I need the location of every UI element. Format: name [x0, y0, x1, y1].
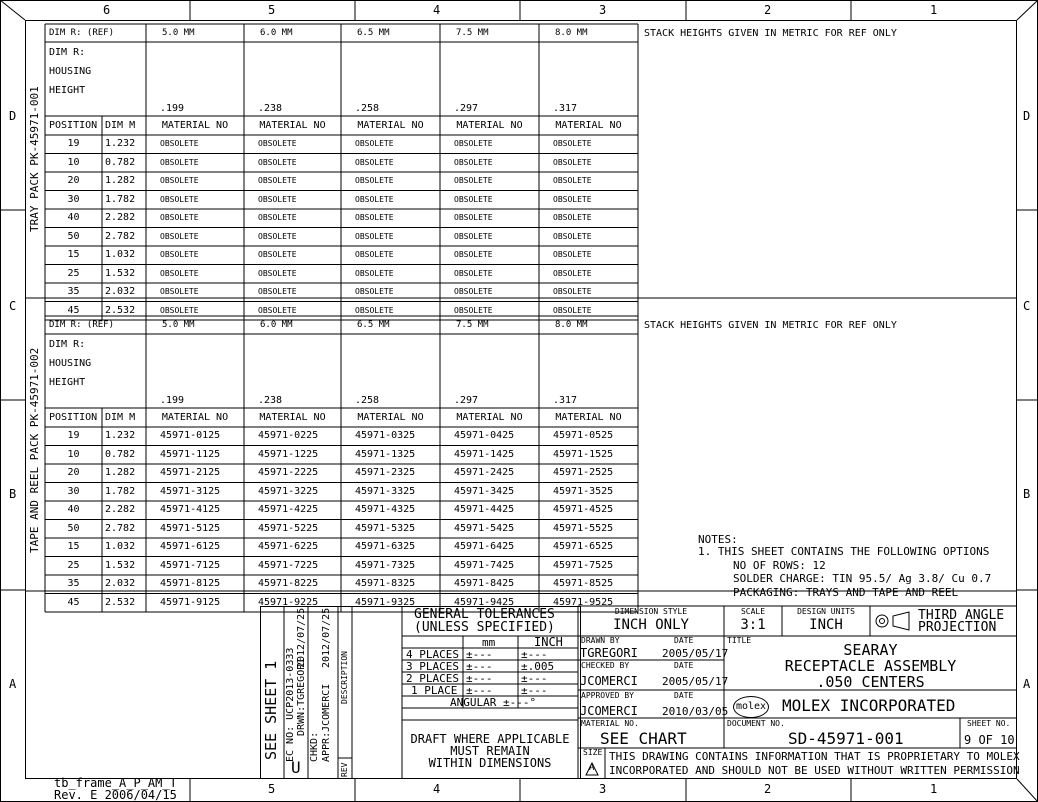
height-value: .317 [553, 395, 578, 406]
height-value: .258 [355, 103, 380, 114]
material-no-header: MATERIAL NO [259, 412, 326, 423]
material-cell: OBSOLETE [258, 213, 297, 222]
material-cell: OBSOLETE [160, 305, 199, 315]
title-line: .050 CENTERS [816, 673, 925, 691]
position-cell: 35 [67, 286, 80, 297]
zone-row-right: D [1023, 109, 1031, 123]
zone-row-left: C [9, 299, 17, 313]
material-cell: OBSOLETE [355, 231, 394, 241]
material-cell: 45971-3425 [454, 485, 515, 497]
stack-heights-note: STACK HEIGHTS GIVEN IN METRIC FOR REF ONLY [644, 320, 897, 331]
zone-col-top: 2 [764, 3, 772, 17]
material-cell: OBSOLETE [454, 157, 493, 167]
dim-m-cell: 1.782 [105, 193, 136, 205]
zone-row-left: D [9, 109, 17, 123]
material-cell: OBSOLETE [160, 250, 199, 259]
material-cell: 45971-8125 [160, 578, 221, 589]
position-cell: 45 [67, 304, 80, 316]
material-cell: 45971-2425 [454, 467, 515, 478]
material-cell: 45971-3225 [258, 485, 319, 497]
material-cell: OBSOLETE [258, 268, 297, 278]
dim-m-cell: 2.282 [105, 212, 136, 223]
material-cell: OBSOLETE [258, 176, 297, 185]
material-cell: OBSOLETE [454, 305, 493, 315]
approved-date-rev: 2012/07/25 [321, 607, 332, 668]
material-cell: 45971-3325 [355, 485, 416, 497]
material-cell: 45971-2225 [258, 467, 319, 478]
material-cell: OBSOLETE [454, 213, 493, 222]
dim-m-header: DIM M [105, 120, 136, 131]
material-cell: OBSOLETE [454, 231, 493, 241]
material-cell: 45971-3125 [160, 485, 221, 497]
drawn-by-label: DRAWN BY [581, 636, 620, 645]
frame-name: tb_frame_A_P_AM_T [54, 776, 177, 790]
approved-by-label: APPROVED BY [581, 691, 634, 700]
scale: 3:1 [740, 617, 766, 633]
dim-m-cell: 2.532 [105, 596, 136, 608]
material-cell: 45971-4225 [258, 504, 319, 515]
size-header: 6.5 MM [357, 320, 390, 330]
material-cell: OBSOLETE [454, 250, 493, 259]
height-value: .199 [160, 103, 185, 114]
see-sheet: SEE SHEET 1 [262, 660, 280, 760]
material-cell: 45971-4525 [553, 504, 614, 515]
material-cell: 45971-1525 [553, 448, 614, 460]
zone-row-right: B [1023, 487, 1031, 501]
note-line: PACKAGING: TRAYS AND TAPE AND REEL [733, 586, 959, 599]
material-cell: 45971-2325 [355, 467, 416, 478]
material-cell: 45971-6425 [454, 541, 515, 552]
material-no-header: MATERIAL NO [161, 120, 229, 131]
drawn-date-rev: 2012/07/25 [296, 607, 307, 668]
approved-date: 2010/03/05 [662, 705, 729, 718]
size-header: 6.5 MM [357, 28, 390, 38]
note-line: NO OF ROWS: 12 [733, 559, 826, 572]
checked-by-label: CHECKED BY [581, 661, 630, 670]
material-no-header: MATERIAL NO [161, 412, 229, 423]
position-cell: 19 [67, 138, 80, 149]
notes-title: NOTES: [698, 533, 738, 546]
material-cell: 45971-1125 [160, 448, 221, 460]
material-cell: 45971-6325 [355, 541, 416, 552]
material-cell: 45971-9225 [258, 596, 319, 608]
position-cell: 40 [67, 212, 80, 223]
size-header: 7.5 MM [456, 320, 489, 330]
material-cell: 45971-3525 [553, 485, 614, 497]
height-value: .238 [258, 103, 283, 114]
dim-m-cell: 2.282 [105, 504, 136, 515]
position-cell: 45 [67, 596, 80, 608]
material-cell: 45971-9125 [160, 596, 221, 608]
dim-m-cell: 1.232 [105, 430, 136, 441]
dim-m-cell: 1.032 [105, 249, 136, 260]
design-units: INCH [809, 617, 843, 633]
rev-letter: U [291, 758, 301, 777]
position-cell: 19 [67, 430, 80, 441]
material-cell: OBSOLETE [160, 268, 199, 278]
size-header: 6.0 MM [260, 320, 293, 330]
proprietary-notice: THIS DRAWING CONTAINS INFORMATION THAT IS PROPRIETARY TO MOLEX [609, 750, 1020, 763]
material-cell: OBSOLETE [553, 157, 592, 167]
height-value: .238 [258, 395, 283, 406]
tolerance-inch: ±--- [521, 672, 548, 685]
size-header: 5.0 MM [162, 28, 195, 38]
scale-label: SCALE [740, 607, 766, 616]
approved-by: JCOMERCI [580, 704, 638, 718]
material-cell: OBSOLETE [454, 176, 493, 185]
material-cell: 45971-6125 [160, 541, 221, 552]
tolerance-label: 4 PLACES [406, 648, 459, 661]
material-cell: OBSOLETE [355, 139, 394, 148]
dim-m-cell: 1.532 [105, 559, 136, 571]
tolerance-mm: ±--- [466, 660, 493, 673]
material-no-header: MATERIAL NO [456, 412, 523, 423]
dim-m-cell: 1.782 [105, 485, 136, 497]
material-cell: OBSOLETE [553, 250, 592, 259]
material-cell: OBSOLETE [454, 194, 493, 204]
design-units-label: DESIGN UNITS [797, 607, 855, 616]
material-cell: OBSOLETE [258, 139, 297, 148]
zone-col-top: 5 [268, 3, 276, 17]
material-no: SEE CHART [600, 729, 687, 748]
material-no-header: MATERIAL NO [555, 120, 622, 131]
material-cell: OBSOLETE [553, 213, 592, 222]
material-cell: OBSOLETE [258, 157, 297, 167]
material-cell: 45971-7425 [454, 559, 515, 571]
material-cell: OBSOLETE [160, 213, 199, 222]
position-cell: 35 [67, 578, 80, 589]
position-cell: 40 [67, 504, 80, 515]
draft-note: DRAFT WHERE APPLICABLE [410, 732, 570, 746]
position-cell: 50 [67, 522, 80, 534]
company-name: MOLEX INCORPORATED [782, 696, 956, 715]
material-cell: OBSOLETE [355, 287, 394, 296]
dim-m-cell: 1.282 [105, 175, 136, 186]
material-cell: OBSOLETE [553, 287, 592, 296]
material-cell: OBSOLETE [355, 268, 394, 278]
size-header: 6.0 MM [260, 28, 293, 38]
zone-col-top: 6 [103, 3, 111, 17]
material-cell: OBSOLETE [258, 194, 297, 204]
material-cell: OBSOLETE [160, 157, 199, 167]
rev-label: REV [340, 762, 349, 777]
tolerance-inch: ±--- [521, 648, 548, 661]
dim-m-header: DIM M [105, 412, 136, 423]
material-cell: 45971-8525 [553, 578, 614, 589]
dim-r-ref-header: DIM R: (REF) [49, 320, 115, 330]
position-cell: 10 [67, 156, 80, 168]
material-cell: OBSOLETE [355, 305, 394, 315]
tolerance-label: 2 PLACES [406, 672, 459, 685]
projection-line2: PROJECTION [918, 620, 997, 635]
dim-m-cell: 0.782 [105, 156, 136, 168]
position-cell: 15 [67, 249, 80, 260]
date-label: DATE [674, 636, 694, 645]
zone-col-bottom: 3 [599, 782, 607, 796]
dim-m-cell: 1.532 [105, 267, 136, 279]
dim-r-label: DIM R: [49, 339, 86, 350]
tolerance-inch: ±--- [521, 684, 548, 697]
material-cell: 45971-4125 [160, 504, 221, 515]
material-cell: OBSOLETE [258, 287, 297, 296]
material-cell: OBSOLETE [258, 231, 297, 241]
dimension-style-label: DIMENSION STYLE [614, 607, 688, 616]
material-cell: 45971-2525 [553, 467, 614, 478]
material-cell: 45971-9325 [355, 596, 416, 608]
tolerance-label: 1 PLACE [411, 684, 458, 697]
angular-tolerance: ANGULAR ±---° [450, 696, 537, 709]
material-cell: 45971-0325 [355, 430, 416, 441]
checked-by: JCOMERCI [580, 674, 638, 688]
material-cell: 45971-7225 [258, 559, 319, 571]
material-cell: 45971-9525 [553, 596, 614, 608]
height-value: .317 [553, 103, 578, 114]
dim-m-cell: 2.032 [105, 286, 136, 297]
document-no-label: DOCUMENT NO. [727, 719, 785, 728]
stack-heights-note: STACK HEIGHTS GIVEN IN METRIC FOR REF ONLY [644, 28, 897, 39]
proprietary-notice: INCORPORATED AND SHOULD NOT BE USED WITHOUT WRITTEN PERMISSION [609, 764, 1020, 777]
tolerance-mm: ±--- [466, 684, 493, 697]
sheet-no-label: SHEET NO. [967, 719, 1011, 728]
dim-r-ref-header: DIM R: (REF) [49, 28, 115, 38]
material-cell: 45971-1225 [258, 448, 319, 460]
tolerance-inch-header: INCH [534, 635, 563, 649]
material-no-header: MATERIAL NO [555, 412, 622, 423]
material-cell: 45971-1425 [454, 448, 515, 460]
material-cell: 45971-0225 [258, 430, 319, 441]
dim-r-label: DIM R: [49, 47, 86, 58]
dim-m-cell: 1.032 [105, 541, 136, 552]
zone-col-bottom: 4 [433, 782, 441, 796]
material-cell: OBSOLETE [160, 176, 199, 185]
approved-rev: APPR:JCOMERCI [321, 683, 332, 762]
position-header: POSITION [49, 120, 98, 131]
dim-m-cell: 2.032 [105, 578, 136, 589]
position-cell: 20 [67, 175, 80, 186]
dim-r-label: HEIGHT [49, 85, 86, 96]
size-label: SIZE [583, 748, 603, 757]
tolerance-label: 3 PLACES [406, 660, 459, 673]
material-cell: 45971-8225 [258, 578, 319, 589]
material-cell: OBSOLETE [454, 268, 493, 278]
draft-note: MUST REMAIN [450, 744, 530, 758]
ec-number: EC NO: UCP2013-0333 [285, 647, 296, 762]
dim-r-label: HEIGHT [49, 377, 86, 388]
material-cell: 45971-5225 [258, 522, 319, 534]
drawn-date: 2005/05/17 [662, 647, 729, 660]
position-header: POSITION [49, 412, 98, 423]
draft-note: WITHIN DIMENSIONS [428, 756, 552, 770]
note-line: 1. THIS SHEET CONTAINS THE FOLLOWING OPTIONS [698, 545, 990, 558]
material-cell: OBSOLETE [454, 287, 493, 296]
note-line: SOLDER CHARGE: TIN 95.5/ Ag 3.8/ Cu 0.7 [733, 572, 992, 585]
material-cell: OBSOLETE [355, 213, 394, 222]
material-cell: 45971-6225 [258, 541, 319, 552]
material-cell: OBSOLETE [258, 250, 297, 259]
material-no-header: MATERIAL NO [357, 120, 424, 131]
dim-m-cell: 2.532 [105, 304, 136, 316]
material-cell: OBSOLETE [553, 139, 592, 148]
material-cell: 45971-0125 [160, 430, 221, 441]
tolerance-subtitle: (UNLESS SPECIFIED) [414, 620, 555, 635]
material-no-label: MATERIAL NO. [581, 719, 639, 728]
material-cell: 45971-8325 [355, 578, 416, 589]
material-cell: 45971-5525 [553, 522, 614, 534]
sheet-no: 9 OF 10 [964, 733, 1015, 747]
material-cell: OBSOLETE [160, 139, 199, 148]
size-header: 7.5 MM [456, 28, 489, 38]
position-cell: 15 [67, 541, 80, 552]
zone-col-top: 1 [930, 3, 938, 17]
zone-col-top: 4 [433, 3, 441, 17]
description-label: DESCRIPTION [340, 651, 349, 704]
title-line: SEARAY [843, 641, 898, 659]
dim-r-label: HOUSING [49, 66, 92, 77]
dim-m-cell: 1.282 [105, 467, 136, 478]
tolerance-inch: ±.005 [521, 660, 555, 673]
position-cell: 10 [67, 448, 80, 460]
tape-reel-label: TAPE AND REEL PACK PK-45971-002 [28, 347, 41, 553]
material-cell: OBSOLETE [454, 139, 493, 148]
material-cell: 45971-7125 [160, 559, 221, 571]
dim-m-cell: 2.782 [105, 230, 136, 242]
zone-col-bottom: 2 [764, 782, 772, 796]
tolerance-mm: ±--- [466, 648, 493, 661]
zone-row-right: C [1023, 299, 1031, 313]
height-value: .199 [160, 395, 185, 406]
drawn-by-rev: DRWN:TGREGORI [296, 657, 307, 736]
title-line: RECEPTACLE ASSEMBLY [784, 657, 957, 675]
material-cell: 45971-5325 [355, 522, 416, 534]
material-cell: OBSOLETE [553, 194, 592, 204]
material-cell: OBSOLETE [553, 176, 592, 185]
date-label: DATE [674, 691, 694, 700]
size-header: 8.0 MM [555, 28, 588, 38]
dim-m-cell: 1.232 [105, 138, 136, 149]
material-cell: OBSOLETE [160, 231, 199, 241]
dim-m-cell: 0.782 [105, 448, 136, 460]
material-cell: 45971-0425 [454, 430, 515, 441]
checked-date: 2005/05/17 [662, 675, 729, 688]
position-cell: 20 [67, 467, 80, 478]
material-cell: 45971-0525 [553, 430, 614, 441]
dim-m-cell: 2.782 [105, 522, 136, 534]
material-no-header: MATERIAL NO [259, 120, 326, 131]
material-cell: OBSOLETE [553, 231, 592, 241]
material-cell: 45971-9425 [454, 596, 515, 608]
material-cell: 45971-2125 [160, 467, 221, 478]
zone-col-bottom: 5 [268, 782, 276, 796]
title-label: TITLE [727, 636, 752, 645]
height-value: .297 [454, 103, 479, 114]
tolerance-mm-header: mm [482, 636, 496, 649]
zone-row-left: A [9, 677, 17, 691]
material-no-header: MATERIAL NO [456, 120, 523, 131]
position-cell: 30 [67, 193, 80, 205]
document-no: SD-45971-001 [788, 729, 904, 748]
material-cell: OBSOLETE [355, 194, 394, 204]
material-no-header: MATERIAL NO [357, 412, 424, 423]
material-cell: 45971-7525 [553, 559, 614, 571]
material-cell: 45971-1325 [355, 448, 416, 460]
zone-col-top: 3 [599, 3, 607, 17]
material-cell: OBSOLETE [553, 305, 592, 315]
dim-r-label: HOUSING [49, 358, 92, 369]
material-cell: OBSOLETE [355, 176, 394, 185]
material-cell: OBSOLETE [258, 305, 297, 315]
tolerance-mm: ±--- [466, 672, 493, 685]
material-cell: 45971-7325 [355, 559, 416, 571]
zone-row-left: B [9, 487, 17, 501]
material-cell: OBSOLETE [160, 194, 199, 204]
checked-rev: CHKD: [309, 731, 320, 762]
position-cell: 50 [67, 230, 80, 242]
material-cell: 45971-5425 [454, 522, 515, 534]
position-cell: 30 [67, 485, 80, 497]
size-header: 5.0 MM [162, 320, 195, 330]
height-value: .297 [454, 395, 479, 406]
date-label: DATE [674, 661, 694, 670]
material-cell: 45971-4325 [355, 504, 416, 515]
molex-logo: molex [733, 696, 769, 718]
material-cell: 45971-6525 [553, 541, 614, 552]
material-cell: OBSOLETE [355, 157, 394, 167]
dimension-style: INCH ONLY [613, 617, 689, 633]
material-cell: 45971-8425 [454, 578, 515, 589]
zone-col-bottom: 1 [930, 782, 938, 796]
size: A [589, 763, 595, 773]
material-cell: OBSOLETE [160, 287, 199, 296]
position-cell: 25 [67, 267, 80, 279]
material-cell: OBSOLETE [553, 268, 592, 278]
third-angle-projection-icon [874, 612, 910, 630]
projection-line1: THIRD ANGLE [918, 608, 1005, 623]
material-cell: 45971-4425 [454, 504, 515, 515]
height-value: .258 [355, 395, 380, 406]
tray-pack-label: TRAY PACK PK-45971-001 [28, 86, 41, 232]
material-cell: OBSOLETE [355, 250, 394, 259]
tolerance-title: GENERAL TOLERANCES [414, 607, 555, 622]
position-cell: 25 [67, 559, 80, 571]
drawn-by: TGREGORI [580, 646, 638, 660]
frame-rev: Rev. E 2006/04/15 [54, 788, 177, 802]
size-header: 8.0 MM [555, 320, 588, 330]
material-cell: 45971-5125 [160, 522, 221, 534]
zone-row-right: A [1023, 677, 1031, 691]
